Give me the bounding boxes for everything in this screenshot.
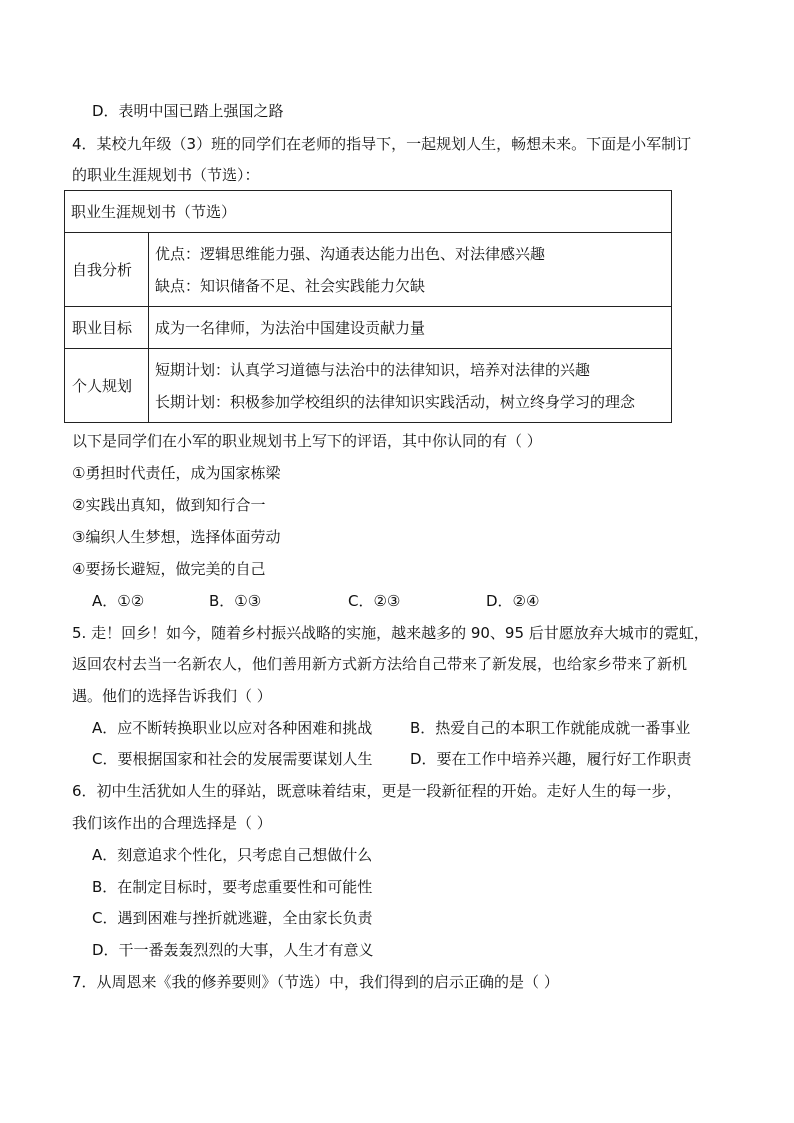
- q6-stem-line2: 我们该作出的合理选择是（ ）: [72, 814, 272, 832]
- table-row-personal-plan: [65, 349, 672, 423]
- q4-option-d: D．②④: [486, 592, 540, 610]
- table-row-self-analysis: [65, 233, 672, 307]
- q4-stem-line2: 的职业生涯规划书（节选）：: [72, 166, 260, 184]
- q5-option-d: D．要在工作中培养兴趣，履行好工作职责: [410, 750, 692, 768]
- personal-plan-cell: [149, 349, 672, 423]
- self-analysis-label: 自我分析: [65, 233, 149, 307]
- q6-option-c: C．遇到困难与挫折就逃避，全由家长负责: [92, 909, 373, 927]
- q6-option-d: D．干一番轰轰烈烈的大事，人生才有意义: [92, 941, 374, 959]
- career-plan-table: [64, 190, 672, 423]
- q4-item-2: ②实践出真知，做到知行合一: [72, 496, 266, 514]
- q4-question: 以下是同学们在小军的职业规划书上写下的评语，其中你认同的有（ ）: [72, 432, 542, 450]
- career-goal-text: 成为一名律师，为法治中国建设贡献力量: [149, 307, 672, 349]
- personal-plan-label: 个人规划: [65, 349, 149, 423]
- self-strength-text: 优点：逻辑思维能力强、沟通表达能力出色、对法律感兴趣: [155, 244, 546, 263]
- q5-option-c: C．要根据国家和社会的发展需要谋划人生: [92, 750, 373, 768]
- q4-option-a: A．①②: [92, 592, 145, 610]
- q3-option-d: D．表明中国已踏上强国之路: [92, 102, 284, 120]
- q5-stem-line1: 5. 走！回乡！如今，随着乡村振兴战略的实施，越来越多的 90、95 后甘愿放弃大城市的霓虹，: [72, 624, 709, 642]
- q5-option-b: B．热爱自己的本职工作就能成就一番事业: [410, 719, 691, 737]
- q4-item-3: ③编织人生梦想，选择体面劳动: [72, 528, 281, 546]
- q6-stem-line1: 6．初中生活犹如人生的驿站，既意味着结束，更是一段新征程的开始。走好人生的每一步，: [72, 782, 682, 800]
- q5-option-a: A．应不断转换职业以应对各种困难和挑战: [92, 719, 373, 737]
- table-title-cell: 职业生涯规划书（节选）: [65, 191, 672, 233]
- q6-option-a: A．刻意追求个性化，只考虑自己想做什么: [92, 846, 373, 864]
- q4-stem-line1: 4．某校九年级（3）班的同学们在老师的指导下，一起规划人生，畅想未来。下面是小军制订: [72, 135, 692, 153]
- self-weakness-text: 缺点：知识储备不足、社会实践能力欠缺: [155, 276, 426, 295]
- table-row-career-goal: [65, 307, 672, 349]
- q5-stem-line3: 遇。他们的选择告诉我们（ ）: [72, 687, 272, 705]
- q4-item-1: ①勇担时代责任，成为国家栋梁: [72, 464, 281, 482]
- table-row-title: [65, 191, 672, 233]
- q4-option-b: B．①③: [209, 592, 262, 610]
- q6-option-b: B．在制定目标时，要考虑重要性和可能性: [92, 878, 373, 896]
- q4-option-c: C．②③: [348, 592, 401, 610]
- short-term-plan-text: 短期计划：认真学习道德与法治中的法律知识，培养对法律的兴趣: [155, 360, 591, 379]
- q5-stem-line2: 返回农村去当一名新农人，他们善用新方式新方法给自己带来了新发展，也给家乡带来了新机: [72, 655, 688, 673]
- long-term-plan-text: 长期计划：积极参加学校组织的法律知识实践活动，树立终身学习的理念: [155, 392, 636, 411]
- q7-stem: 7．从周恩来《我的修养要则》（节选）中，我们得到的启示正确的是（ ）: [72, 973, 559, 991]
- career-goal-label: 职业目标: [65, 307, 149, 349]
- q4-item-4: ④要扬长避短，做完美的自己: [72, 560, 266, 578]
- self-analysis-cell: [149, 233, 672, 307]
